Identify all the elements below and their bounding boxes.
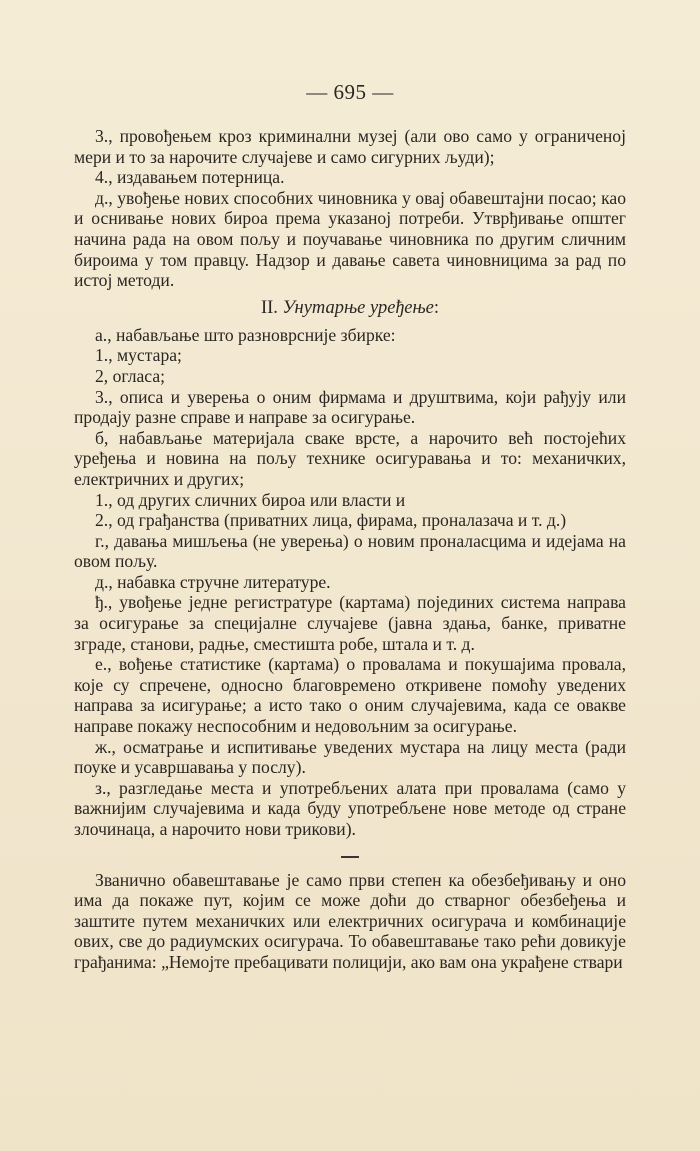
section-heading: [74, 291, 626, 325]
paragraph: б, набављање материјала сваке врсте, а нарочито већ постојећих уређења и новина на пољу технике осигуравања и то: механичких, електричних и других;: [74, 427, 626, 489]
paragraph: а., набављање што разноврсније збирке:: [95, 324, 396, 345]
paragraph: 3., провођењем кроз криминални музеј (али ово само у ограниченој мери и то за нарочите случајеве и само сигурних људи);: [74, 126, 626, 167]
paragraph: ж., осматрање и испитивање уведених мустара на лицу места (ради поуке и усавршавања у послу).: [74, 736, 626, 778]
body-text: [74, 126, 626, 973]
paragraph: 2, огласа;: [95, 365, 166, 386]
section-numeral: II.: [260, 297, 278, 318]
paragraph: 1., од других сличних бироа или власти и: [95, 489, 406, 510]
paragraph: ђ., увођење једне регистратуре (картама) појединих система направа за осигурање за специјалне случајеве (јавна здања, банке, приватне зграде, станови, радње, сместишта робе, штала и т. д.: [74, 592, 626, 654]
section-title: Унутарње уређење: [282, 297, 434, 318]
paragraph: д., набавка стручне литературе.: [95, 571, 331, 592]
paragraph: з., разгледање места и употребљених алата при провалама (само у важнијим случајевима и када буду употребљене нове методе од стране злочинаца, а нарочито нови трикови).: [74, 777, 626, 839]
paragraph: 2., од грађанства (приватних лица, фирама, проналазача и т. д.): [95, 510, 567, 531]
section-divider: [341, 856, 359, 858]
paragraph: Званично обавештавање је само први степен ка обезбеђивању и оно има да покаже пут, којим се може доћи до стварног обезбеђења и заштите путем механичких или електричних осигурача и комбинације ових, све до радиумских осигурача. То обавештавање тако рећи довикује грађанима: „Немојте пребацивати полицији, ако вам она украђене ствари: [74, 869, 626, 972]
paragraph: 1., мустара;: [95, 345, 182, 366]
paragraph: е., вођење статистике (картама) о провалама и покушајима провала, које су спречене, односно благовремено откривене помоћу уведених направа за исигурање; а исто тако о оним случајевима, када се овакве направе покажу неспособним и недовољним за осигурање.: [74, 654, 626, 737]
page-number: — 695 —: [306, 80, 394, 104]
paragraph: д., увођење нових способних чиновника у овај обавештајни посао; као и оснивање нових бироа према указаној потреби. Утврђивање општег начина рада на овом пољу и поучавање чиновника по другим сличним бироима у том правцу. Надзор и давање савета чиновницима за рад по истој методи.: [74, 187, 626, 291]
paragraph: г., давања мишљења (не уверења) о новим проналасцима и идејама на овом пољу.: [74, 530, 626, 572]
section-title-colon: :: [433, 297, 440, 318]
paragraph: 3., описа и уверења о оним фирмама и друштвима, који рађују или продају разне справе и направе за осигурање.: [74, 386, 626, 428]
paragraph: 4., издавањем потерница.: [95, 167, 285, 188]
